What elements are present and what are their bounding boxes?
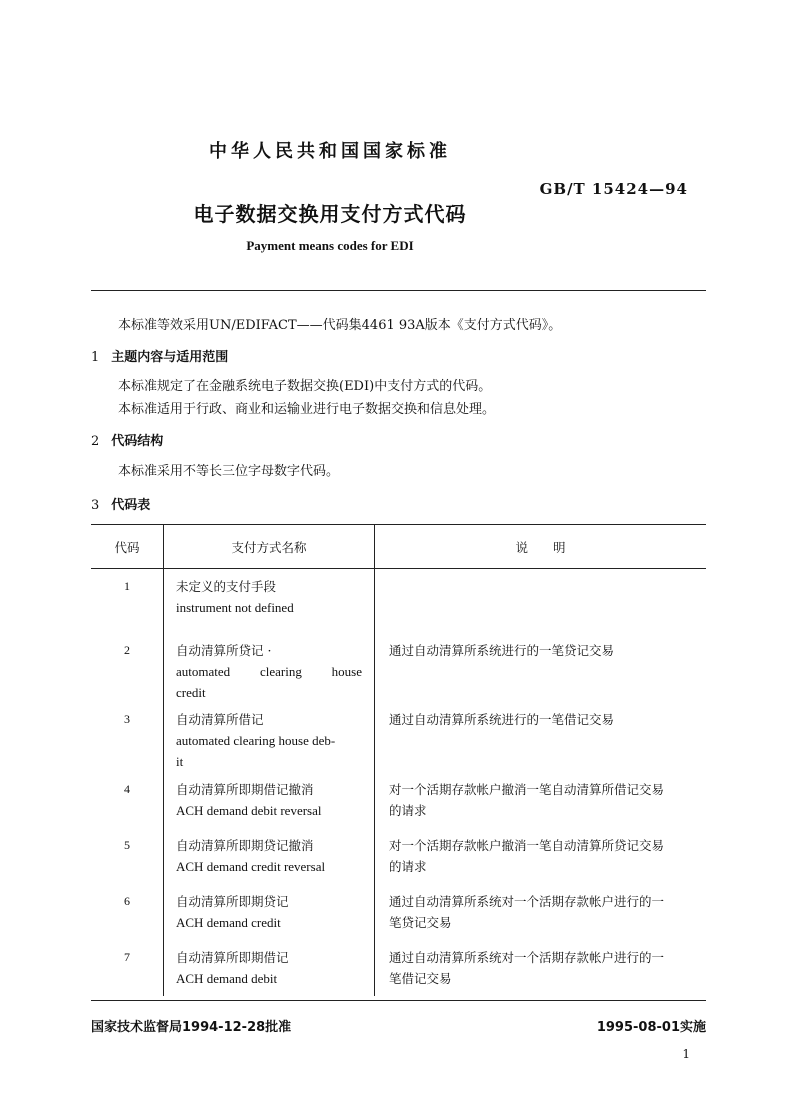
- national-standard-heading: 中华人民共和国国家标准: [209, 141, 451, 162]
- row-name-cn: 自动清算所即期贷记: [176, 894, 289, 909]
- row-name-en: credit: [176, 685, 206, 700]
- row-name-en: ACH demand debit: [176, 971, 278, 986]
- row-description: 通过自动清算所系统对一个活期存款帐户进行的一: [389, 894, 665, 909]
- section-title: 代码结构: [111, 434, 164, 449]
- row-code: 1: [124, 579, 130, 593]
- table-row: [91, 776, 706, 832]
- standard-number: GB/T 15424—94: [539, 180, 688, 198]
- approval-line: 国家技术监督局1994-12-28批准: [91, 1020, 292, 1035]
- page-number: 1: [682, 1047, 690, 1061]
- document-title: 电子数据交换用支付方式代码: [193, 202, 467, 226]
- row-name-cn: 自动清算所即期借记: [176, 950, 289, 965]
- row-description: 对一个活期存款帐户撤消一笔自动清算所贷记交易: [389, 838, 665, 853]
- row-description: 的请求: [389, 859, 427, 874]
- row-description: 对一个活期存款帐户撤消一笔自动清算所借记交易: [389, 782, 665, 797]
- table-row: [91, 944, 706, 996]
- section-3-heading: [91, 494, 150, 513]
- section-title: 主题内容与适用范围: [111, 350, 229, 365]
- row-name-cn: 自动清算所借记: [176, 712, 264, 727]
- table-row: [91, 832, 706, 888]
- row-description: 通过自动清算所系统进行的一笔借记交易: [389, 712, 615, 727]
- row-name-en: ACH demand debit reversal: [176, 803, 322, 818]
- implementation-date: 1995-08-01实施: [596, 1020, 706, 1035]
- row-name-en: it: [176, 754, 184, 769]
- section-number: 2: [91, 434, 100, 449]
- row-code: 4: [124, 782, 130, 796]
- row-description: 笔贷记交易: [389, 915, 452, 930]
- column-header-code: 代码: [91, 525, 164, 569]
- row-name-en: instrument not defined: [176, 600, 294, 615]
- table-row: [91, 569, 706, 636]
- row-description: 笔借记交易: [389, 971, 452, 986]
- table-header-row: [91, 525, 706, 569]
- row-name-en: automated clearing house deb-: [176, 733, 336, 748]
- row-name-cn: 自动清算所即期贷记撤消: [176, 838, 314, 853]
- code-table: [91, 525, 706, 996]
- table-row: [91, 707, 706, 776]
- section-2-paragraph: 本标准采用不等长三位字母数字代码。: [118, 464, 340, 479]
- section-1-paragraph: 本标准规定了在金融系统电子数据交换(EDI)中支付方式的代码。: [118, 379, 492, 394]
- row-name-en: automated clearing house: [176, 664, 362, 679]
- section-1-heading: [91, 346, 228, 365]
- table-row: [91, 635, 706, 707]
- table-row: [91, 888, 706, 944]
- row-code: 6: [124, 894, 130, 908]
- table-bottom-rule: [91, 1000, 706, 1001]
- intro-paragraph: 本标准等效采用UN/EDIFACT——代码集4461 93A版本《支付方式代码》。: [118, 318, 562, 333]
- row-name-cn: 未定义的支付手段: [176, 579, 277, 594]
- section-title: 代码表: [111, 498, 151, 513]
- section-number: 1: [91, 350, 100, 365]
- row-code: 7: [124, 950, 130, 964]
- header-divider: [91, 290, 706, 291]
- row-description: 通过自动清算所系统进行的一笔贷记交易: [389, 643, 615, 658]
- column-header-description: 说 明: [375, 525, 707, 569]
- document-subtitle-en: Payment means codes for EDI: [246, 238, 414, 253]
- row-name-en: ACH demand credit: [176, 915, 281, 930]
- row-name-cn: 自动清算所即期借记撤消: [176, 782, 314, 797]
- section-number: 3: [91, 498, 100, 513]
- row-code: 3: [124, 712, 130, 726]
- row-code: 5: [124, 838, 130, 852]
- row-description: 的请求: [389, 803, 427, 818]
- row-description: 通过自动清算所系统对一个活期存款帐户进行的一: [389, 950, 665, 965]
- section-1-paragraph: 本标准适用于行政、商业和运输业进行电子数据交换和信息处理。: [118, 402, 496, 417]
- column-header-name: 支付方式名称: [164, 525, 375, 569]
- row-name-en: ACH demand credit reversal: [176, 859, 326, 874]
- section-2-heading: [91, 430, 163, 449]
- row-code: 2: [124, 643, 130, 657]
- row-name-cn: 自动清算所贷记 ·: [176, 643, 272, 658]
